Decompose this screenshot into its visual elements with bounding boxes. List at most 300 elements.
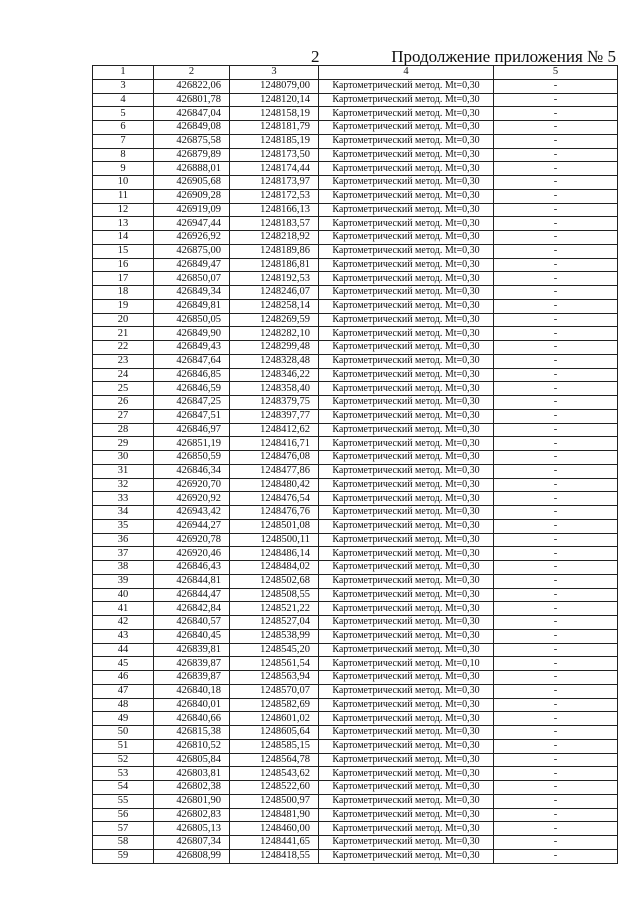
- point-number-cell: 11: [93, 189, 154, 203]
- description-cell: -: [494, 836, 618, 850]
- y-coordinate-cell: 1248358,40: [230, 382, 319, 396]
- page-number: 2: [311, 47, 320, 66]
- point-number-cell: 59: [93, 849, 154, 863]
- table-row: [93, 134, 618, 148]
- table-row: [93, 148, 618, 162]
- x-coordinate-cell: 426849,81: [154, 299, 230, 313]
- method-cell: Картометрический метод. Mt=0,30: [319, 409, 494, 423]
- method-cell: Картометрический метод. Mt=0,30: [319, 148, 494, 162]
- description-cell: -: [494, 698, 618, 712]
- point-number-cell: 10: [93, 176, 154, 190]
- method-cell: Картометрический метод. Mt=0,30: [319, 396, 494, 410]
- table-row: [93, 464, 618, 478]
- table-row: [93, 643, 618, 657]
- point-number-cell: 41: [93, 602, 154, 616]
- description-cell: -: [494, 794, 618, 808]
- column-header-point-number: 1: [93, 66, 154, 80]
- x-coordinate-cell: 426919,09: [154, 203, 230, 217]
- y-coordinate-cell: 1248181,79: [230, 121, 319, 135]
- method-cell: Картометрический метод. Mt=0,30: [319, 574, 494, 588]
- table-row: [93, 519, 618, 533]
- description-cell: -: [494, 561, 618, 575]
- x-coordinate-cell: 426805,84: [154, 753, 230, 767]
- y-coordinate-cell: 1248527,04: [230, 616, 319, 630]
- method-cell: Картометрический метод. Mt=0,30: [319, 354, 494, 368]
- method-cell: Картометрический метод. Mt=0,30: [319, 849, 494, 863]
- description-cell: -: [494, 134, 618, 148]
- y-coordinate-cell: 1248538,99: [230, 629, 319, 643]
- method-cell: Картометрический метод. Mt=0,30: [319, 464, 494, 478]
- description-cell: -: [494, 602, 618, 616]
- method-cell: Картометрический метод. Mt=0,30: [319, 176, 494, 190]
- point-number-cell: 55: [93, 794, 154, 808]
- point-number-cell: 17: [93, 272, 154, 286]
- description-cell: -: [494, 588, 618, 602]
- point-number-cell: 27: [93, 409, 154, 423]
- y-coordinate-cell: 1248412,62: [230, 423, 319, 437]
- x-coordinate-cell: 426846,97: [154, 423, 230, 437]
- method-cell: Картометрический метод. Mt=0,10: [319, 657, 494, 671]
- y-coordinate-cell: 1248605,64: [230, 726, 319, 740]
- x-coordinate-cell: 426807,34: [154, 836, 230, 850]
- point-number-cell: 24: [93, 368, 154, 382]
- method-cell: Картометрический метод. Mt=0,30: [319, 437, 494, 451]
- x-coordinate-cell: 426847,51: [154, 409, 230, 423]
- y-coordinate-cell: 1248570,07: [230, 684, 319, 698]
- y-coordinate-cell: 1248186,81: [230, 258, 319, 272]
- description-cell: -: [494, 203, 618, 217]
- table-row: [93, 437, 618, 451]
- point-number-cell: 8: [93, 148, 154, 162]
- table-row: [93, 244, 618, 258]
- point-number-cell: 31: [93, 464, 154, 478]
- point-number-cell: 23: [93, 354, 154, 368]
- y-coordinate-cell: 1248120,14: [230, 93, 319, 107]
- table-row: [93, 629, 618, 643]
- point-number-cell: 16: [93, 258, 154, 272]
- x-coordinate-cell: 426840,66: [154, 712, 230, 726]
- point-number-cell: 38: [93, 561, 154, 575]
- x-coordinate-cell: 426846,59: [154, 382, 230, 396]
- table-row: [93, 423, 618, 437]
- y-coordinate-cell: 1248299,48: [230, 341, 319, 355]
- method-cell: Картометрический метод. Mt=0,30: [319, 588, 494, 602]
- x-coordinate-cell: 426842,84: [154, 602, 230, 616]
- method-cell: Картометрический метод. Mt=0,30: [319, 134, 494, 148]
- description-cell: -: [494, 822, 618, 836]
- point-number-cell: 33: [93, 492, 154, 506]
- description-cell: -: [494, 217, 618, 231]
- method-cell: Картометрический метод. Mt=0,30: [319, 258, 494, 272]
- y-coordinate-cell: 1248481,90: [230, 808, 319, 822]
- method-cell: Картометрический метод. Mt=0,30: [319, 739, 494, 753]
- x-coordinate-cell: 426803,81: [154, 767, 230, 781]
- table-row: [93, 478, 618, 492]
- table-row: [93, 189, 618, 203]
- table-row: [93, 712, 618, 726]
- table-row: [93, 506, 618, 520]
- table-row: [93, 753, 618, 767]
- x-coordinate-cell: 426801,78: [154, 93, 230, 107]
- y-coordinate-cell: 1248477,86: [230, 464, 319, 478]
- y-coordinate-cell: 1248246,07: [230, 286, 319, 300]
- y-coordinate-cell: 1248218,92: [230, 231, 319, 245]
- method-cell: Картометрический метод. Mt=0,30: [319, 382, 494, 396]
- y-coordinate-cell: 1248502,68: [230, 574, 319, 588]
- description-cell: -: [494, 396, 618, 410]
- description-cell: -: [494, 643, 618, 657]
- x-coordinate-cell: 426920,46: [154, 547, 230, 561]
- method-cell: Картометрический метод. Mt=0,30: [319, 478, 494, 492]
- point-number-cell: 32: [93, 478, 154, 492]
- point-number-cell: 42: [93, 616, 154, 630]
- method-cell: Картометрический метод. Mt=0,30: [319, 629, 494, 643]
- point-number-cell: 53: [93, 767, 154, 781]
- point-number-cell: 57: [93, 822, 154, 836]
- method-cell: Картометрический метод. Mt=0,30: [319, 79, 494, 93]
- y-coordinate-cell: 1248508,55: [230, 588, 319, 602]
- description-cell: -: [494, 781, 618, 795]
- description-cell: -: [494, 189, 618, 203]
- x-coordinate-cell: 426850,07: [154, 272, 230, 286]
- method-cell: Картометрический метод. Mt=0,30: [319, 822, 494, 836]
- y-coordinate-cell: 1248561,54: [230, 657, 319, 671]
- point-number-cell: 7: [93, 134, 154, 148]
- point-number-cell: 58: [93, 836, 154, 850]
- description-cell: -: [494, 464, 618, 478]
- method-cell: Картометрический метод. Mt=0,30: [319, 189, 494, 203]
- description-cell: -: [494, 121, 618, 135]
- x-coordinate-cell: 426850,05: [154, 313, 230, 327]
- table-row: [93, 547, 618, 561]
- table-row: [93, 657, 618, 671]
- y-coordinate-cell: 1248174,44: [230, 162, 319, 176]
- y-coordinate-cell: 1248484,02: [230, 561, 319, 575]
- table-row: [93, 492, 618, 506]
- point-number-cell: 52: [93, 753, 154, 767]
- table-row: [93, 726, 618, 740]
- y-coordinate-cell: 1248397,77: [230, 409, 319, 423]
- description-cell: -: [494, 753, 618, 767]
- method-cell: Картометрический метод. Mt=0,30: [319, 753, 494, 767]
- method-cell: Картометрический метод. Mt=0,30: [319, 547, 494, 561]
- description-cell: -: [494, 162, 618, 176]
- point-number-cell: 26: [93, 396, 154, 410]
- point-number-cell: 51: [93, 739, 154, 753]
- table-header: [93, 66, 618, 80]
- description-cell: -: [494, 354, 618, 368]
- description-cell: -: [494, 657, 618, 671]
- table-row: [93, 836, 618, 850]
- y-coordinate-cell: 1248543,62: [230, 767, 319, 781]
- method-cell: Картометрический метод. Mt=0,30: [319, 368, 494, 382]
- table-row: [93, 849, 618, 863]
- table-row: [93, 808, 618, 822]
- x-coordinate-cell: 426875,00: [154, 244, 230, 258]
- y-coordinate-cell: 1248328,48: [230, 354, 319, 368]
- description-cell: -: [494, 437, 618, 451]
- table-row: [93, 822, 618, 836]
- description-cell: -: [494, 478, 618, 492]
- description-cell: -: [494, 231, 618, 245]
- description-cell: -: [494, 286, 618, 300]
- y-coordinate-cell: 1248185,19: [230, 134, 319, 148]
- point-number-cell: 18: [93, 286, 154, 300]
- y-coordinate-cell: 1248486,14: [230, 547, 319, 561]
- point-number-cell: 13: [93, 217, 154, 231]
- table-body: [93, 79, 618, 863]
- point-number-cell: 47: [93, 684, 154, 698]
- point-number-cell: 54: [93, 781, 154, 795]
- description-cell: -: [494, 313, 618, 327]
- description-cell: -: [494, 726, 618, 740]
- table-row: [93, 93, 618, 107]
- point-number-cell: 14: [93, 231, 154, 245]
- point-number-cell: 44: [93, 643, 154, 657]
- x-coordinate-cell: 426851,19: [154, 437, 230, 451]
- point-number-cell: 49: [93, 712, 154, 726]
- description-cell: -: [494, 616, 618, 630]
- table-row: [93, 313, 618, 327]
- description-cell: -: [494, 547, 618, 561]
- point-number-cell: 5: [93, 107, 154, 121]
- x-coordinate-cell: 426840,57: [154, 616, 230, 630]
- x-coordinate-cell: 426840,18: [154, 684, 230, 698]
- method-cell: Картометрический метод. Mt=0,30: [319, 726, 494, 740]
- x-coordinate-cell: 426849,08: [154, 121, 230, 135]
- y-coordinate-cell: 1248476,08: [230, 451, 319, 465]
- x-coordinate-cell: 426802,83: [154, 808, 230, 822]
- method-cell: Картометрический метод. Mt=0,30: [319, 781, 494, 795]
- description-cell: -: [494, 409, 618, 423]
- method-cell: Картометрический метод. Mt=0,30: [319, 698, 494, 712]
- x-coordinate-cell: 426849,47: [154, 258, 230, 272]
- x-coordinate-cell: 426850,59: [154, 451, 230, 465]
- y-coordinate-cell: 1248269,59: [230, 313, 319, 327]
- method-cell: Картометрический метод. Mt=0,30: [319, 93, 494, 107]
- point-number-cell: 19: [93, 299, 154, 313]
- x-coordinate-cell: 426840,01: [154, 698, 230, 712]
- x-coordinate-cell: 426926,92: [154, 231, 230, 245]
- x-coordinate-cell: 426805,13: [154, 822, 230, 836]
- point-number-cell: 37: [93, 547, 154, 561]
- column-header-x: 2: [154, 66, 230, 80]
- table-row: [93, 368, 618, 382]
- table-row: [93, 354, 618, 368]
- point-number-cell: 29: [93, 437, 154, 451]
- y-coordinate-cell: 1248441,65: [230, 836, 319, 850]
- x-coordinate-cell: 426840,45: [154, 629, 230, 643]
- y-coordinate-cell: 1248158,19: [230, 107, 319, 121]
- column-header-method: 4: [319, 66, 494, 80]
- table-row: [93, 574, 618, 588]
- y-coordinate-cell: 1248460,00: [230, 822, 319, 836]
- y-coordinate-cell: 1248166,13: [230, 203, 319, 217]
- method-cell: Картометрический метод. Mt=0,30: [319, 244, 494, 258]
- x-coordinate-cell: 426815,38: [154, 726, 230, 740]
- description-cell: -: [494, 808, 618, 822]
- y-coordinate-cell: 1248501,08: [230, 519, 319, 533]
- x-coordinate-cell: 426943,42: [154, 506, 230, 520]
- description-cell: -: [494, 176, 618, 190]
- x-coordinate-cell: 426849,34: [154, 286, 230, 300]
- description-cell: -: [494, 258, 618, 272]
- table-row: [93, 272, 618, 286]
- table-row: [93, 176, 618, 190]
- x-coordinate-cell: 426802,38: [154, 781, 230, 795]
- method-cell: Картометрический метод. Mt=0,30: [319, 203, 494, 217]
- method-cell: Картометрический метод. Mt=0,30: [319, 712, 494, 726]
- x-coordinate-cell: 426920,70: [154, 478, 230, 492]
- table-row: [93, 327, 618, 341]
- method-cell: Картометрический метод. Mt=0,30: [319, 643, 494, 657]
- table-row: [93, 107, 618, 121]
- x-coordinate-cell: 426849,90: [154, 327, 230, 341]
- table-row: [93, 203, 618, 217]
- description-cell: -: [494, 849, 618, 863]
- description-cell: -: [494, 341, 618, 355]
- y-coordinate-cell: 1248585,15: [230, 739, 319, 753]
- method-cell: Картометрический метод. Mt=0,30: [319, 808, 494, 822]
- point-number-cell: 3: [93, 79, 154, 93]
- x-coordinate-cell: 426875,58: [154, 134, 230, 148]
- table-row: [93, 698, 618, 712]
- table-row: [93, 396, 618, 410]
- point-number-cell: 40: [93, 588, 154, 602]
- x-coordinate-cell: 426847,64: [154, 354, 230, 368]
- table-row: [93, 781, 618, 795]
- y-coordinate-cell: 1248563,94: [230, 671, 319, 685]
- point-number-cell: 36: [93, 533, 154, 547]
- method-cell: Картометрический метод. Mt=0,30: [319, 231, 494, 245]
- method-cell: Картометрический метод. Mt=0,30: [319, 684, 494, 698]
- y-coordinate-cell: 1248601,02: [230, 712, 319, 726]
- x-coordinate-cell: 426847,04: [154, 107, 230, 121]
- description-cell: -: [494, 533, 618, 547]
- method-cell: Картометрический метод. Mt=0,30: [319, 671, 494, 685]
- description-cell: -: [494, 93, 618, 107]
- x-coordinate-cell: 426879,89: [154, 148, 230, 162]
- method-cell: Картометрический метод. Mt=0,30: [319, 299, 494, 313]
- table-row: [93, 231, 618, 245]
- description-cell: -: [494, 767, 618, 781]
- column-header-description: 5: [494, 66, 618, 80]
- description-cell: -: [494, 739, 618, 753]
- method-cell: Картометрический метод. Mt=0,30: [319, 767, 494, 781]
- method-cell: Картометрический метод. Mt=0,30: [319, 327, 494, 341]
- point-number-cell: 39: [93, 574, 154, 588]
- y-coordinate-cell: 1248564,78: [230, 753, 319, 767]
- description-cell: -: [494, 671, 618, 685]
- x-coordinate-cell: 426909,28: [154, 189, 230, 203]
- method-cell: Картометрический метод. Mt=0,30: [319, 506, 494, 520]
- description-cell: -: [494, 327, 618, 341]
- method-cell: Картометрический метод. Mt=0,30: [319, 313, 494, 327]
- description-cell: -: [494, 368, 618, 382]
- table-row: [93, 684, 618, 698]
- y-coordinate-cell: 1248183,57: [230, 217, 319, 231]
- y-coordinate-cell: 1248346,22: [230, 368, 319, 382]
- point-number-cell: 6: [93, 121, 154, 135]
- point-number-cell: 22: [93, 341, 154, 355]
- y-coordinate-cell: 1248189,86: [230, 244, 319, 258]
- method-cell: Картометрический метод. Mt=0,30: [319, 794, 494, 808]
- table-row: [93, 217, 618, 231]
- description-cell: -: [494, 299, 618, 313]
- table-row: [93, 739, 618, 753]
- method-cell: Картометрический метод. Mt=0,30: [319, 519, 494, 533]
- point-number-cell: 25: [93, 382, 154, 396]
- y-coordinate-cell: 1248379,75: [230, 396, 319, 410]
- appendix-continuation-title: Продолжение приложения № 5: [391, 47, 616, 66]
- y-coordinate-cell: 1248476,54: [230, 492, 319, 506]
- y-coordinate-cell: 1248173,50: [230, 148, 319, 162]
- header-row: [93, 66, 618, 80]
- description-cell: -: [494, 451, 618, 465]
- point-number-cell: 30: [93, 451, 154, 465]
- y-coordinate-cell: 1248418,55: [230, 849, 319, 863]
- method-cell: Картометрический метод. Mt=0,30: [319, 451, 494, 465]
- x-coordinate-cell: 426947,44: [154, 217, 230, 231]
- table-row: [93, 382, 618, 396]
- table-row: [93, 767, 618, 781]
- x-coordinate-cell: 426920,92: [154, 492, 230, 506]
- point-number-cell: 20: [93, 313, 154, 327]
- point-number-cell: 12: [93, 203, 154, 217]
- y-coordinate-cell: 1248173,97: [230, 176, 319, 190]
- coordinates-table: [92, 65, 618, 864]
- x-coordinate-cell: 426920,78: [154, 533, 230, 547]
- table-row: [93, 162, 618, 176]
- point-number-cell: 21: [93, 327, 154, 341]
- method-cell: Картометрический метод. Mt=0,30: [319, 217, 494, 231]
- description-cell: -: [494, 506, 618, 520]
- y-coordinate-cell: 1248192,53: [230, 272, 319, 286]
- y-coordinate-cell: 1248521,22: [230, 602, 319, 616]
- x-coordinate-cell: 426810,52: [154, 739, 230, 753]
- x-coordinate-cell: 426839,87: [154, 671, 230, 685]
- table-row: [93, 588, 618, 602]
- y-coordinate-cell: 1248480,42: [230, 478, 319, 492]
- point-number-cell: 48: [93, 698, 154, 712]
- method-cell: Картометрический метод. Mt=0,30: [319, 602, 494, 616]
- point-number-cell: 56: [93, 808, 154, 822]
- table-row: [93, 79, 618, 93]
- y-coordinate-cell: 1248500,11: [230, 533, 319, 547]
- description-cell: -: [494, 148, 618, 162]
- method-cell: Картометрический метод. Mt=0,30: [319, 561, 494, 575]
- x-coordinate-cell: 426944,27: [154, 519, 230, 533]
- y-coordinate-cell: 1248522,60: [230, 781, 319, 795]
- point-number-cell: 34: [93, 506, 154, 520]
- table-row: [93, 602, 618, 616]
- table-row: [93, 341, 618, 355]
- x-coordinate-cell: 426844,47: [154, 588, 230, 602]
- table-row: [93, 671, 618, 685]
- y-coordinate-cell: 1248500,97: [230, 794, 319, 808]
- method-cell: Картометрический метод. Mt=0,30: [319, 533, 494, 547]
- table-row: [93, 533, 618, 547]
- x-coordinate-cell: 426905,68: [154, 176, 230, 190]
- y-coordinate-cell: 1248258,14: [230, 299, 319, 313]
- description-cell: -: [494, 382, 618, 396]
- x-coordinate-cell: 426847,25: [154, 396, 230, 410]
- table-row: [93, 299, 618, 313]
- point-number-cell: 9: [93, 162, 154, 176]
- x-coordinate-cell: 426846,34: [154, 464, 230, 478]
- method-cell: Картометрический метод. Mt=0,30: [319, 107, 494, 121]
- description-cell: -: [494, 684, 618, 698]
